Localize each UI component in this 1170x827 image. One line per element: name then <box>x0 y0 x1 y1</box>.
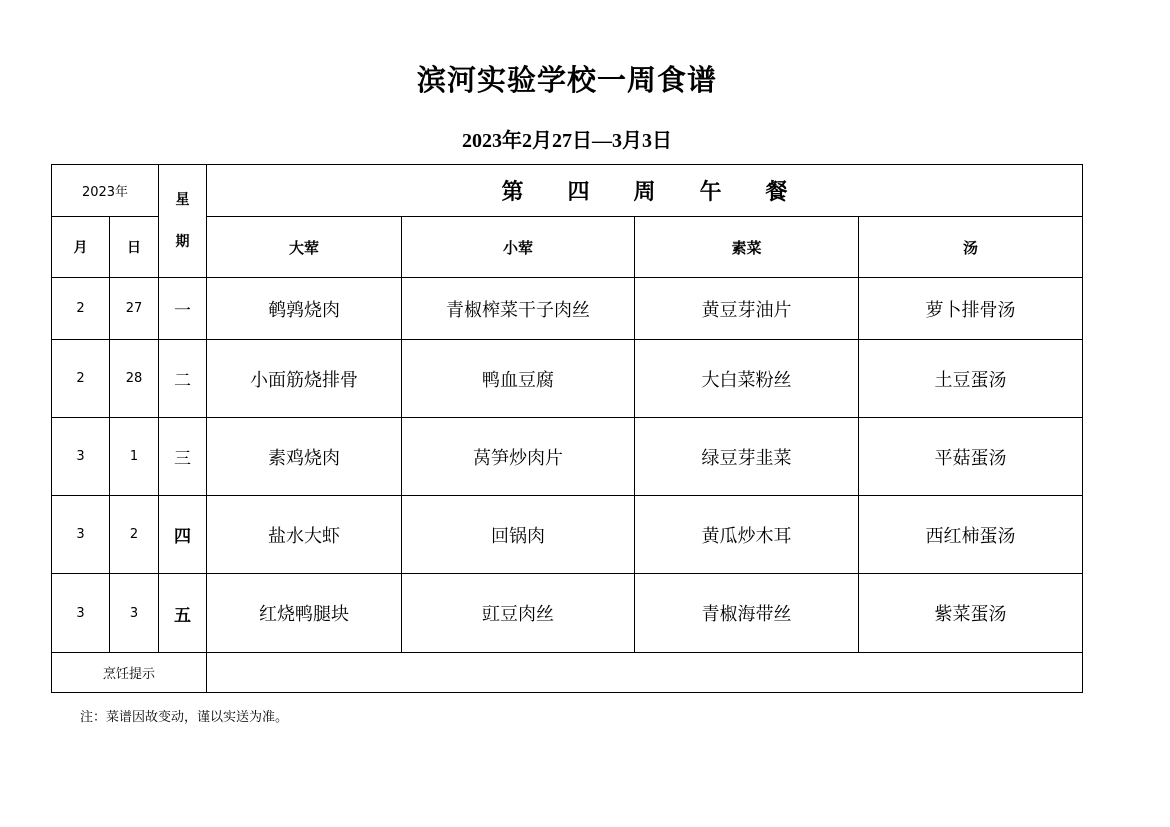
column-header-vegetable: 素菜 <box>635 217 859 278</box>
row-month: 2 <box>52 278 110 340</box>
month-header: 月 <box>52 217 110 278</box>
tips-row <box>52 653 1083 693</box>
weekday-header-bottom: 期 <box>175 234 190 250</box>
dish-soup: 平菇蛋汤 <box>859 418 1083 496</box>
row-weekday: 一 <box>159 278 207 340</box>
dish-main-meat: 素鸡烧肉 <box>207 418 402 496</box>
row-weekday: 五 <box>159 574 207 653</box>
dish-vegetable: 黄豆芽油片 <box>635 278 859 340</box>
year-label: 2023年 <box>52 165 159 217</box>
row-day: 27 <box>110 278 159 340</box>
weekday-header-top: 星 <box>175 192 190 208</box>
dish-soup: 土豆蛋汤 <box>859 340 1083 418</box>
column-header-main-meat: 大荤 <box>207 217 402 278</box>
day-header: 日 <box>110 217 159 278</box>
dish-main-meat: 盐水大虾 <box>207 496 402 574</box>
column-header-side-meat: 小荤 <box>402 217 635 278</box>
row-month: 3 <box>52 496 110 574</box>
dish-vegetable: 黄瓜炒木耳 <box>635 496 859 574</box>
table-row <box>52 496 1083 574</box>
row-day: 28 <box>110 340 159 418</box>
section-title: 第四周午餐 <box>207 165 1083 217</box>
row-weekday: 二 <box>159 340 207 418</box>
dish-side-meat: 鸭血豆腐 <box>402 340 635 418</box>
tips-label: 烹饪提示 <box>52 653 207 693</box>
dish-soup: 萝卜排骨汤 <box>859 278 1083 340</box>
row-month: 2 <box>52 340 110 418</box>
weekday-header <box>159 165 207 278</box>
date-range: 2023年2月27日—3月3日 <box>462 130 672 152</box>
row-weekday: 三 <box>159 418 207 496</box>
dish-side-meat: 回锅肉 <box>402 496 635 574</box>
row-weekday: 四 <box>159 496 207 574</box>
dish-side-meat: 莴笋炒肉片 <box>402 418 635 496</box>
row-month: 3 <box>52 574 110 653</box>
dish-main-meat: 红烧鸭腿块 <box>207 574 402 653</box>
page-title: 滨河实验学校一周食谱 <box>416 63 717 97</box>
dish-soup: 紫菜蛋汤 <box>859 574 1083 653</box>
row-day: 2 <box>110 496 159 574</box>
column-header-soup: 汤 <box>859 217 1083 278</box>
row-day: 3 <box>110 574 159 653</box>
tips-value <box>207 653 1083 693</box>
table-row <box>52 340 1083 418</box>
dish-vegetable: 大白菜粉丝 <box>635 340 859 418</box>
table-header-row-2 <box>52 217 1083 278</box>
menu-table <box>51 164 1083 693</box>
dish-vegetable: 绿豆芽韭菜 <box>635 418 859 496</box>
table-header-row-1 <box>52 165 1083 217</box>
dish-vegetable: 青椒海带丝 <box>635 574 859 653</box>
dish-side-meat: 豇豆肉丝 <box>402 574 635 653</box>
table-row <box>52 418 1083 496</box>
dish-main-meat: 小面筋烧排骨 <box>207 340 402 418</box>
dish-soup: 西红柿蛋汤 <box>859 496 1083 574</box>
dish-main-meat: 鹌鹑烧肉 <box>207 278 402 340</box>
footnote: 注：菜谱因故变动，谨以实送为准。 <box>80 710 289 725</box>
dish-side-meat: 青椒榨菜干子肉丝 <box>402 278 635 340</box>
table-row <box>52 278 1083 340</box>
row-month: 3 <box>52 418 110 496</box>
row-day: 1 <box>110 418 159 496</box>
table-row <box>52 574 1083 653</box>
